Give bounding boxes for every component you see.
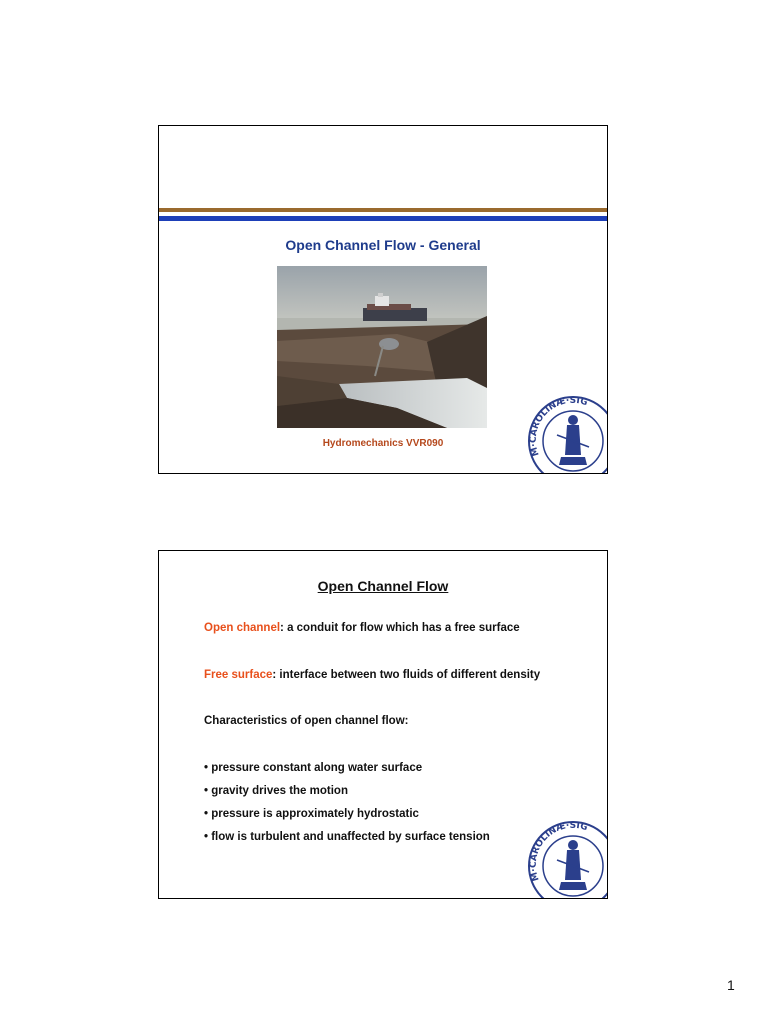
slide-title: Open Channel Flow - General — [285, 237, 481, 253]
definition-term: Free surface — [204, 669, 273, 681]
university-seal-icon — [527, 395, 608, 474]
definition-text: : interface between two fluids of different density — [272, 669, 541, 681]
university-seal-icon — [527, 820, 608, 899]
characteristics-heading: Characteristics of open channel flow: — [204, 715, 409, 727]
slide-title: Open Channel Flow — [317, 578, 449, 594]
bullet-item: • pressure is approximately hydrostatic — [204, 808, 419, 820]
header-bar-brown — [159, 208, 607, 212]
definition-term: Open channel — [204, 622, 281, 634]
definition-free-surface — [204, 669, 540, 681]
bullet-item: • flow is turbulent and unaffected by surface tension — [204, 831, 490, 843]
header-bar-blue — [159, 216, 607, 221]
channel-photo — [277, 266, 487, 428]
svg-text:M·CAROLINÆ·SIG: M·CAROLINÆ·SIG — [528, 820, 589, 883]
svg-text:M·CAROLINÆ·SIG: M·CAROLINÆ·SIG — [528, 395, 589, 458]
bullet-item: • pressure constant along water surface — [204, 762, 423, 774]
slide-open-channel-flow — [158, 550, 608, 899]
definition-text: : a conduit for flow which has a free surface — [280, 622, 520, 634]
course-subtitle: Hydromechanics VVR090 — [322, 438, 444, 449]
page-number: 1 — [727, 977, 735, 993]
bullet-item: • gravity drives the motion — [204, 785, 348, 797]
slide-general — [158, 125, 608, 474]
definition-open-channel — [204, 622, 520, 634]
